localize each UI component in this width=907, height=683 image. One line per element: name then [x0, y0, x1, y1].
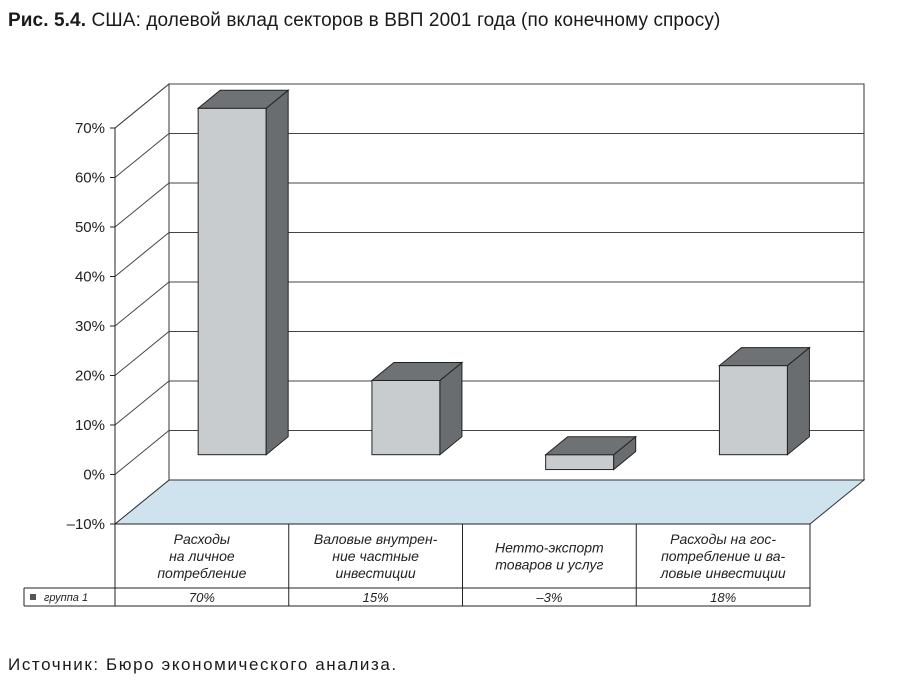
y-tick-label: 60% [74, 169, 105, 187]
bar [719, 348, 809, 455]
y-tick-label: –10% [66, 516, 105, 533]
value-label: 15% [362, 590, 389, 605]
category-label-line: потребление и ва- [661, 548, 786, 564]
category-label [660, 531, 786, 581]
bar [372, 362, 462, 454]
category-label-line: Валовые внутрен- [313, 531, 438, 547]
category-label-line: на личное [169, 548, 235, 564]
category-label-line: ние частные [332, 548, 419, 564]
bar-side-face [266, 90, 288, 455]
y-tick-label: 0% [83, 466, 105, 484]
category-label-line: ловые инвестиции [660, 565, 786, 581]
bar-front-face [546, 455, 614, 470]
value-label: 70% [188, 590, 215, 605]
bar-front-face [719, 366, 787, 455]
y-tick-label: 30% [74, 318, 105, 335]
y-tick-label: 10% [74, 417, 105, 434]
category-label-line: Расходы [173, 531, 231, 547]
legend-swatch [30, 594, 36, 600]
category-label [314, 531, 438, 581]
category-label [157, 531, 246, 581]
y-tick-label: 40% [74, 268, 105, 286]
value-label: 18% [710, 590, 737, 605]
category-label [495, 540, 604, 573]
figure-title-text: США: долевой вклад секторов в ВВП 2001 года (по конечному спросу) [91, 10, 721, 31]
y-tick-label: 20% [74, 367, 105, 385]
figure-label: Рис. 5.4. [8, 10, 87, 31]
legend-label: группа 1 [44, 592, 89, 604]
category-label-line: Расходы на гос- [670, 531, 777, 547]
chart-floor [115, 480, 864, 524]
category-label-line: Нетто-экспорт [495, 539, 604, 556]
y-tick-label: 70% [74, 120, 105, 137]
bar-front-face [198, 108, 266, 455]
bar [198, 90, 288, 455]
value-label: –3% [536, 590, 563, 605]
y-tick-label: 50% [74, 219, 105, 236]
category-label-line: потребление [157, 565, 247, 581]
category-label-line: инвестиции [335, 565, 416, 581]
category-label-line: товаров и услуг [495, 556, 604, 573]
source-note: Источник: Бюро экономического анализа. [8, 655, 398, 674]
bar-front-face [372, 380, 440, 454]
bar-side-face [787, 348, 809, 455]
